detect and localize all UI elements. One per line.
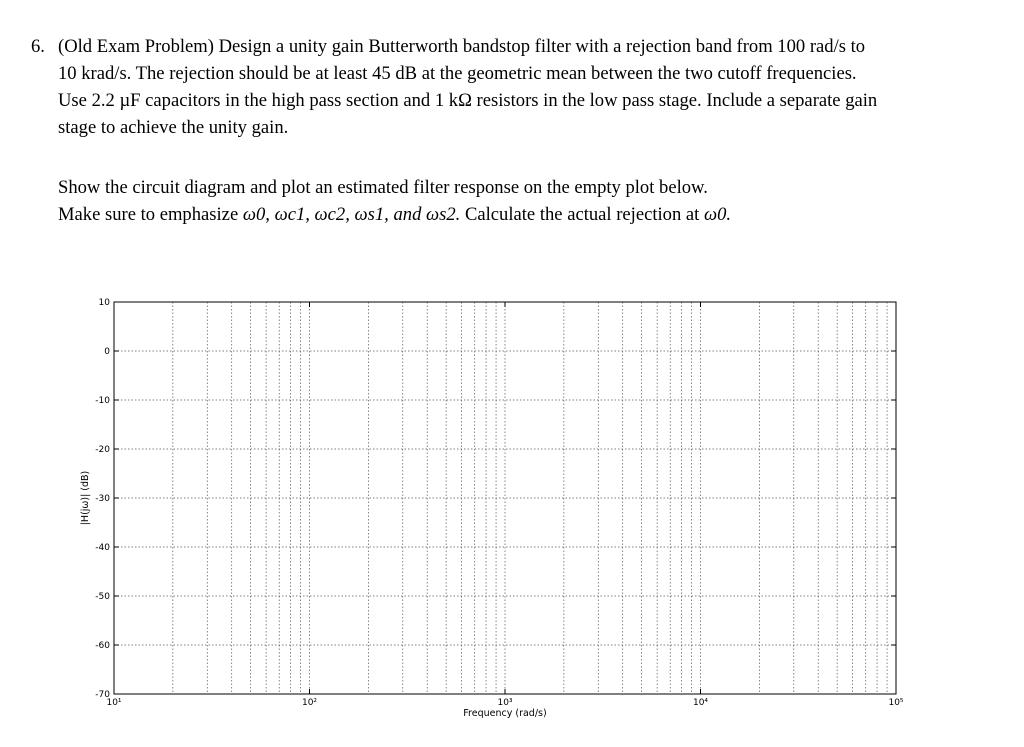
x-tick-label: 10³ (497, 698, 513, 708)
y-tick-label: -40 (95, 543, 110, 553)
problem-line: Use 2.2 µF capacitors in the high pass section and 1 kΩ resistors in the low pass stage. Include a separate gain (58, 90, 878, 111)
x-axis-label: Frequency (rad/s) (463, 708, 547, 719)
x-tick-label: 10⁴ (692, 698, 709, 708)
y-tick-label: -30 (95, 494, 110, 504)
omega0-symbol: ω0. (704, 204, 732, 225)
y-tick-label: -70 (95, 690, 110, 700)
frequency-symbols: ω0, ωc1, ωc2, ωs1, and ωs2. (242, 204, 461, 225)
instruction-suffix: Calculate the actual rejection at (460, 204, 704, 225)
grid (114, 302, 896, 694)
x-tick-label: 10¹ (106, 698, 122, 708)
y-tick-label: -50 (95, 592, 110, 602)
problem-number: 6. (31, 36, 45, 57)
y-tick-label: -10 (95, 396, 110, 406)
y-tick-label: 10 (98, 298, 110, 308)
x-tick-label: 10⁵ (888, 698, 904, 708)
y-tick-label: -20 (95, 445, 110, 455)
y-axis-label: |H(jω)| (dB) (80, 470, 91, 526)
problem-line: 10 krad/s. The rejection should be at least 45 dB at the geometric mean between the two cutoff frequencies. (58, 63, 857, 84)
instruction-line-1: Show the circuit diagram and plot an estimated filter response on the empty plot below. (58, 177, 708, 198)
x-tick-label: 10² (301, 698, 318, 708)
y-tick-label: -60 (95, 641, 110, 651)
ticks (95, 298, 904, 708)
problem-line: (Old Exam Problem) Design a unity gain Butterworth bandstop filter with a rejection band from 100 rad/s to (58, 36, 866, 57)
instruction-prefix: Make sure to emphasize (58, 204, 243, 225)
y-tick-label: 0 (104, 347, 110, 357)
problem-line: stage to achieve the unity gain. (58, 117, 289, 138)
